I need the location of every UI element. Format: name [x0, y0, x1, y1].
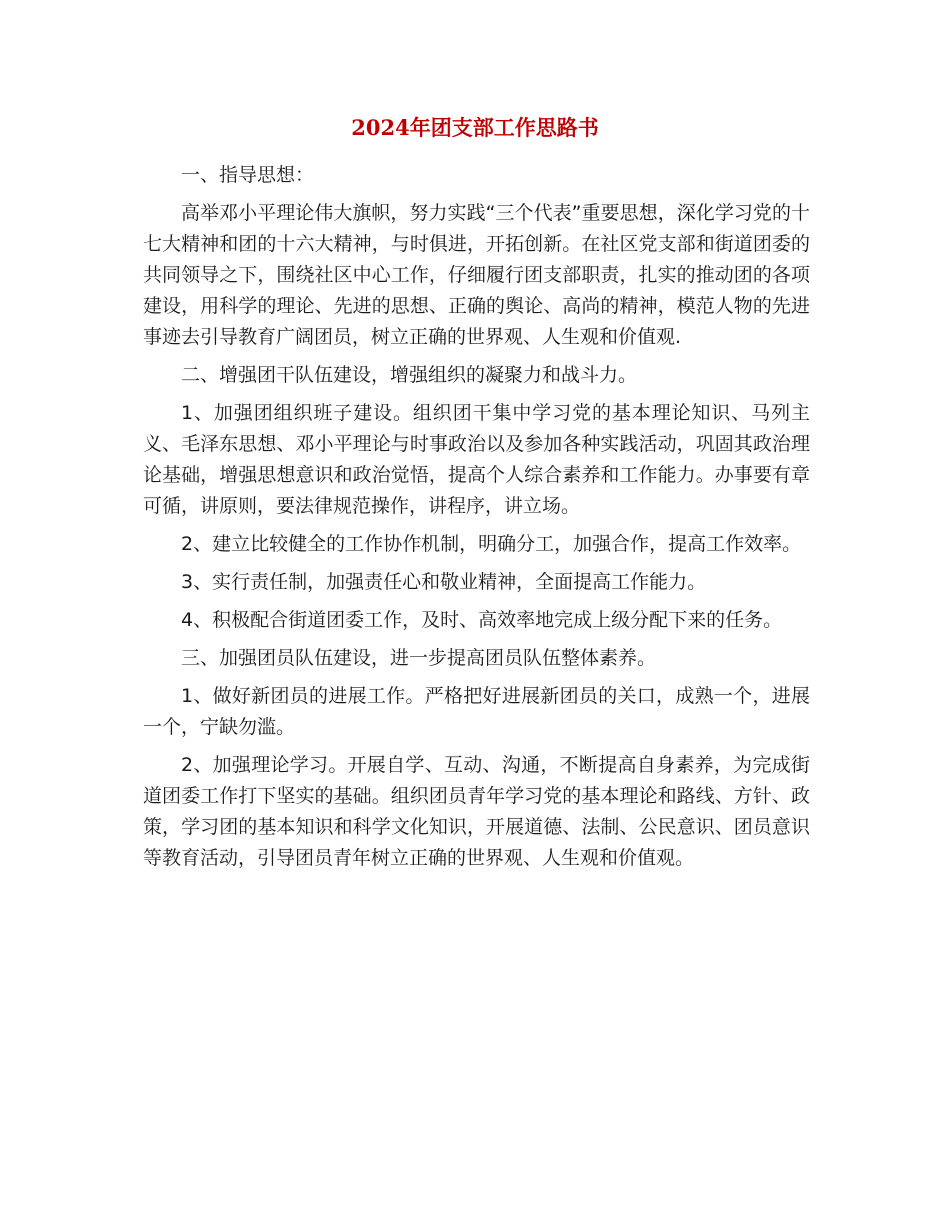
- paragraph-member-item-2: 2、加强理论学习。开展自学、互动、沟通，不断提高自身素养，为完成街道团委工作打下坚实的基础。组织团员青年学习党的基本理论和路线、方针、政策，学习团的基本知识和科学文化知识，开展道德、法制、公民意识、团员意识等教育活动，引导团员青年树立正确的世界观、人生观和价值观。: [143, 754, 810, 869]
- paragraph-guiding-thought: 高举邓小平理论伟大旗帜，努力实践“三个代表”重要思想，深化学习党的十七大精神和团的十六大精神，与时俱进，开拓创新。在社区党支部和街道团委的共同领导之下，围绕社区中心工作，仔细履行团支部职责，扎实的推动团的各项建设，用科学的理论、先进的思想、正确的舆论、高尚的精神，模范人物的先进事迹去引导教育广阔团员，树立正确的世界观、人生观和价值观.: [143, 202, 810, 348]
- section-heading-cadre-team: 二、增强团干队伍建设，增强组织的凝聚力和战斗力。: [181, 364, 638, 386]
- section-heading-member-team: 三、加强团员队伍建设，进一步提高团员队伍整体素养。: [181, 647, 657, 669]
- document-title: 2024年团支部工作思路书: [351, 115, 599, 140]
- paragraph-item-1: 1、加强团组织班子建设。组织团干集中学习党的基本理论知识、马列主义、毛泽东思想、邓小平理论与时事政治以及参加各种实践活动，巩固其政治理论基础，增强思想意识和政治觉悟，提高个人综合素养和工作能力。办事要有章可循，讲原则，要法律规范操作，讲程序，讲立场。: [143, 402, 810, 517]
- paragraph-item-4: 4、积极配合街道团委工作，及时、高效率地完成上级分配下来的任务。: [181, 609, 783, 631]
- paragraph-item-2: 2、建立比较健全的工作协作机制，明确分工，加强合作，提高工作效率。: [181, 533, 802, 555]
- document-body: [143, 160, 810, 874]
- paragraph-item-3: 3、实行责任制，加强责任心和敬业精神，全面提高工作能力。: [181, 571, 707, 593]
- section-heading-guiding-thought: 一、指导思想：: [181, 164, 315, 186]
- paragraph-member-item-1: 1、做好新团员的进展工作。严格把好进展新团员的关口，成熟一个，进展一个，宁缺勿滥。: [143, 685, 810, 738]
